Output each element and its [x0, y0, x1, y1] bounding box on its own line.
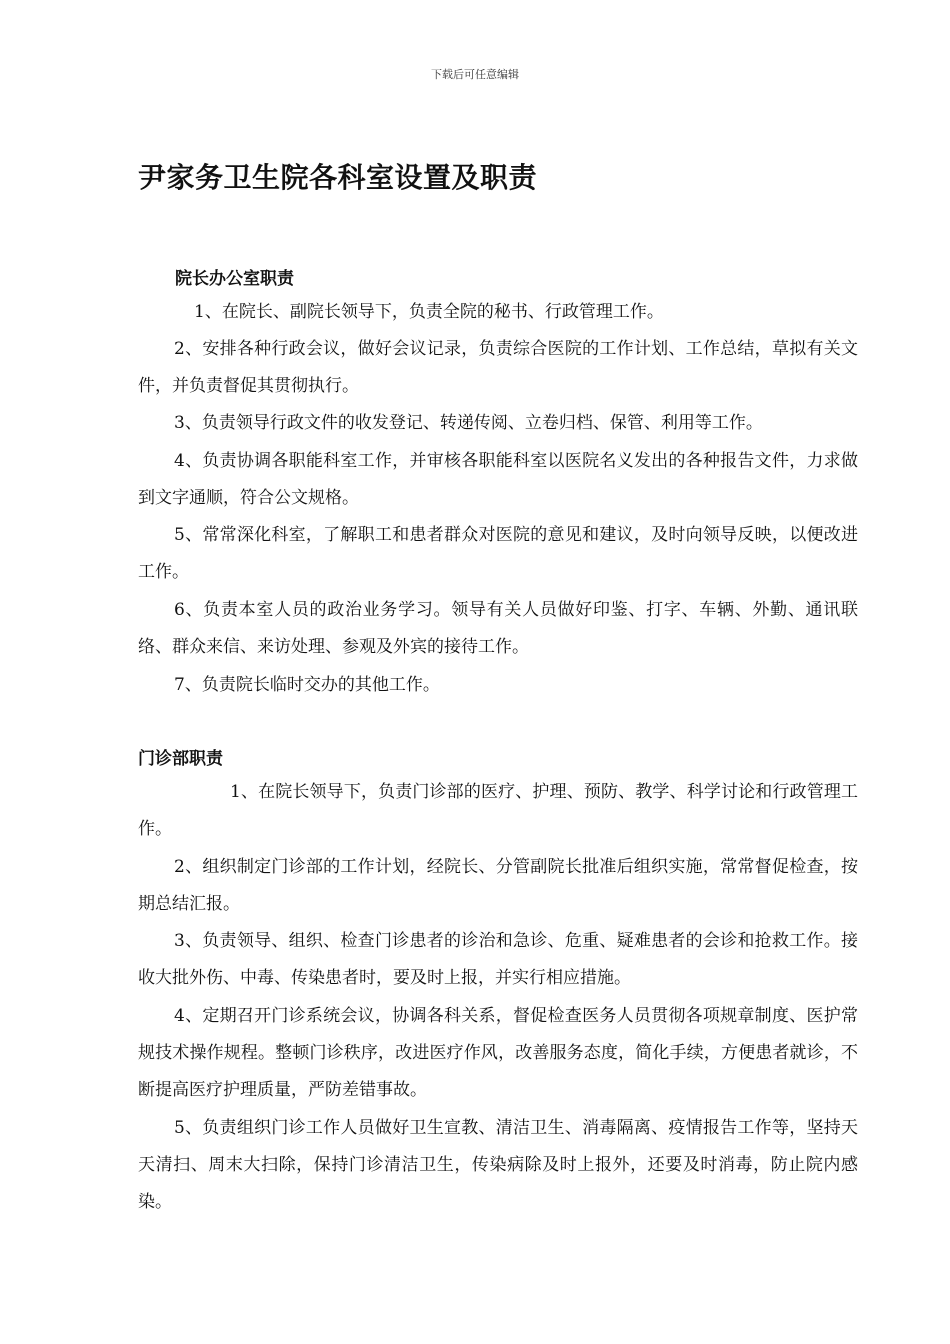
section-2-item-5: 5、负责组织门诊工作人员做好卫生宣教、清洁卫生、消毒隔离、疫情报告工作等，坚持天天清扫、周末大扫除，保持门诊清洁卫生，传染病除及时上报外，还要及时消毒，防止院内感染。 — [138, 1118, 858, 1212]
section-1-item-5: 5、常常深化科室，了解职工和患者群众对医院的意见和建议，及时向领导反映，以便改进工作。 — [138, 525, 858, 582]
section-1-item-4: 4、负责协调各职能科室工作，并审核各职能科室以医院名义发出的各种报告文件，力求做到文字通顺，符合公文规格。 — [138, 451, 858, 508]
section-1-item-3: 3、负责领导行政文件的收发登记、转递传阅、立卷归档、保管、利用等工作。 — [174, 413, 763, 433]
section-heading-outpatient: 门诊部职责 — [138, 749, 223, 769]
section-2-item-3: 3、负责领导、组织、检查门诊患者的诊治和急诊、危重、疑难患者的会诊和抢救工作。接收大批外伤、中毒、传染患者时，要及时上报，并实行相应措施。 — [138, 931, 858, 988]
section-2-item-1: 1、在院长领导下，负责门诊部的医疗、护理、预防、教学、科学讨论和行政管理工作。 — [138, 782, 858, 839]
section-2-item-4: 4、定期召开门诊系统会议，协调各科关系，督促检查医务人员贯彻各项规章制度、医护常规技术操作规程。整顿门诊秩序，改进医疗作风，改善服务态度，简化手续，方便患者就诊，不断提高医疗护理质量，严防差错事故。 — [138, 1006, 858, 1100]
section-1-item-2: 2、安排各种行政会议，做好会议记录，负责综合医院的工作计划、工作总结，草拟有关文件，并负责督促其贯彻执行。 — [138, 339, 858, 396]
section-heading-president-office: 院长办公室职责 — [175, 269, 294, 289]
section-1-item-7: 7、负责院长临时交办的其他工作。 — [174, 675, 440, 695]
section-2-item-2: 2、组织制定门诊部的工作计划，经院长、分管副院长批准后组织实施，常常督促检查，按期总结汇报。 — [138, 857, 858, 914]
document-title: 尹家务卫生院各科室设置及职责 — [138, 161, 538, 194]
header-note: 下载后可任意编辑 — [431, 68, 519, 81]
section-1-item-1: 1、在院长、副院长领导下，负责全院的秘书、行政管理工作。 — [194, 302, 664, 322]
section-1-item-6: 6、负责本室人员的政治业务学习。领导有关人员做好印鉴、打字、车辆、外勤、通讯联络、群众来信、来访处理、参观及外宾的接待工作。 — [138, 600, 858, 657]
